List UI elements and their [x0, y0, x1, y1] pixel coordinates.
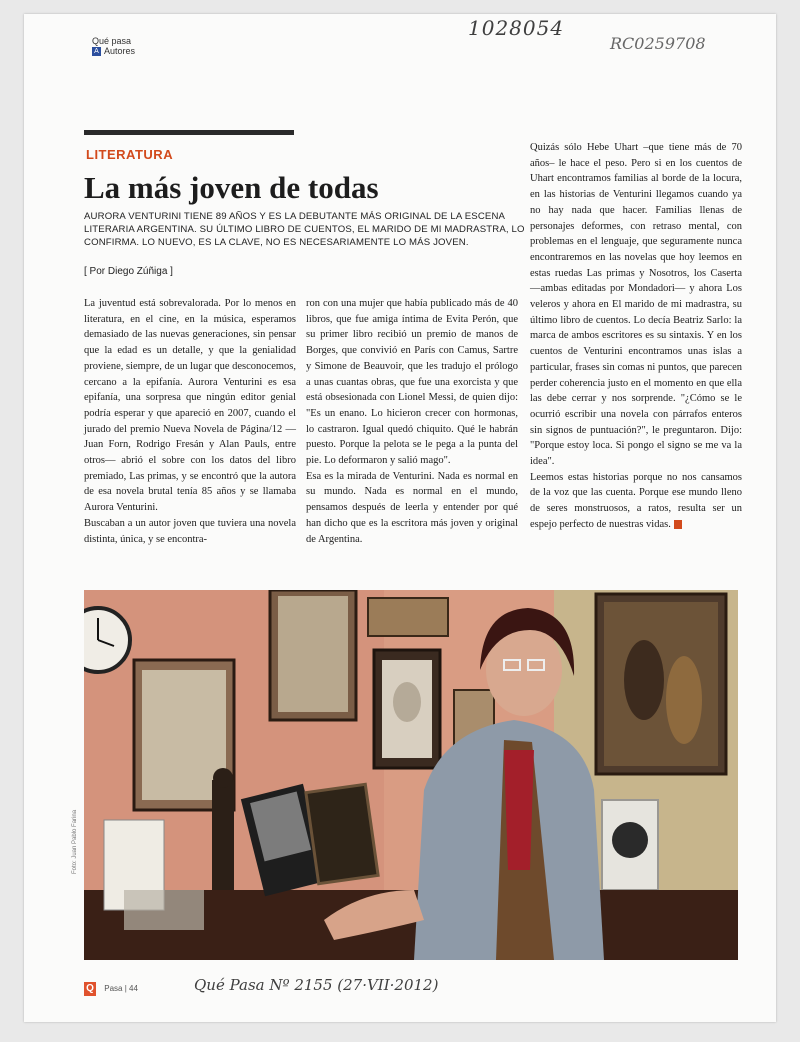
closing-text: Leemos estas historias porque no nos cansamos de la voz que las cuenta. Porque ese mundo lleno de seres monstruosos, a ratos, resulta ser un espejo perfecto de nuestras vidas. [530, 471, 742, 530]
handwritten-number: 1028054 [468, 16, 565, 40]
top-nav [92, 36, 135, 56]
paragraph: Buscaban a un autor joven que tuviera una novela distinta, única, y se encontra- [84, 517, 296, 545]
end-mark-icon [674, 520, 682, 529]
paragraph: ron con una mujer que había publicado más de 40 libros, que fue amiga íntima de Evita Perón, que su primer libro recibió un premio de manos de Borges, que convivió en París con Camus, Sartre y Simone de Beauvoir, que les tradujo el prólogo a unas cuantas obras, que fue una exorcista y que está obsesionada con Lionel Messi, de quien dijo: "Es un enano. Lo hicieron crecer con hormonas, lo castraron. Igual quedó chiquito. Qué le habrán puesto. Porque la pelota se le pega a la punta del pie. Lo deformaron y salió mago". [306, 298, 518, 467]
scanned-page [24, 14, 776, 1022]
column-3 [530, 140, 742, 533]
article-title: La más joven de todas [84, 170, 379, 205]
page-footer [84, 982, 138, 996]
q-logo-icon: Q [84, 982, 96, 996]
column-2 [306, 296, 518, 547]
clock-icon [84, 608, 130, 672]
handwritten-bottom-note: Qué Pasa Nº 2155 (27·VII·2012) [194, 976, 439, 994]
article-photo [84, 590, 738, 960]
paragraph: La juventud está sobrevalorada. Por lo menos en literatura, en el cine, en la música, esperamos demasiado de las nuevas generaciones, sin pensar que la edad es un detalle, y que la genialidad proviene, siempre, de un lugar que desconocemos, cercano a la epifanía. Aurora Venturini es esa epifanía, una sorpresa que ningún editor genial podría esperar y que apareció en 2007, cuando el jurado del premio Nueva Novela de Página/12 —Juan Forn, Rodrigo Fresán y Alan Pauls, entre otros— abrió el sobre con los datos del libro premiado, Las primas, y se encontró que la autora de esa novela brutal tenía 85 años y se llamaba Aurora Venturini. [84, 298, 296, 514]
paragraph [530, 470, 742, 533]
article-dek: AURORA VENTURINI TIENE 89 AÑOS Y ES LA DEBUTANTE MÁS ORIGINAL DE LA ESCENA LITERARIA ARGENTINA. SU ÚLTIMO LIBRO DE CUENTOS, EL MARIDO DE MI MADRASTRA, LO CONFIRMA. LO NUEVO, ES LA CLAVE, NO ES NECESARIAMENTE LO MÁS JOVEN. [84, 211, 525, 248]
byline: [ Por Diego Zúñiga ] [84, 266, 173, 277]
page-label: Pasa | 44 [104, 984, 138, 994]
photo-illustration [84, 590, 738, 960]
handwritten-code: RC0259708 [610, 34, 706, 53]
section-label: LITERATURA [86, 147, 174, 162]
paragraph: Quizás sólo Hebe Uhart –que tiene más de 70 años– le hace el peso. Pero si en los cuentos de Uhart encontramos familias al borde de la locura, en las historias de Venturini llegamos cuando ya no hay nada que hacer. Familias llenas de personajes deformes, con retraso mental, con problemas en el lenguaje, que seguramente nunca encontraremos en las novelas que hoy leemos en estas ruedas Las primas y Nosotros, los Caserta —ambas editadas por Mondadori— y ahora Los veleros y ahora en El marido de mi madrastra, su último libro de cuentos. Lo decía Beatriz Sarlo: la marca de ambos escritores es su sintaxis. Y en los cuentos de Venturini encontramos unas islas a particular, frases sin comas ni puntos, que parecen perder coherencia justo en el momento en que ella las debe cerrar y nos sorprende. "¿Cómo se le ocurrió escribir una novela con párrafos enteros sin signos de puntuación?", le preguntaron. Dijo: "Porque estoy loca. Si pongo el signo se me va la idea". [530, 142, 742, 468]
header-rule [84, 130, 294, 135]
column-1 [84, 296, 296, 547]
photo-credit: Foto: Juan Pablo Farina [72, 809, 78, 874]
statuette [212, 780, 234, 890]
nav-label: Qué pasa [92, 36, 132, 46]
nav-sub: Autores [104, 46, 136, 56]
paragraph: Esa es la mirada de Venturini. Nada es normal en su mundo. Nada es normal en el mundo, pensamos después de leerla y entender por qué han dicho que es la escritora más joven y original de Argentina. [306, 470, 518, 545]
section-square-icon: A [92, 47, 101, 56]
